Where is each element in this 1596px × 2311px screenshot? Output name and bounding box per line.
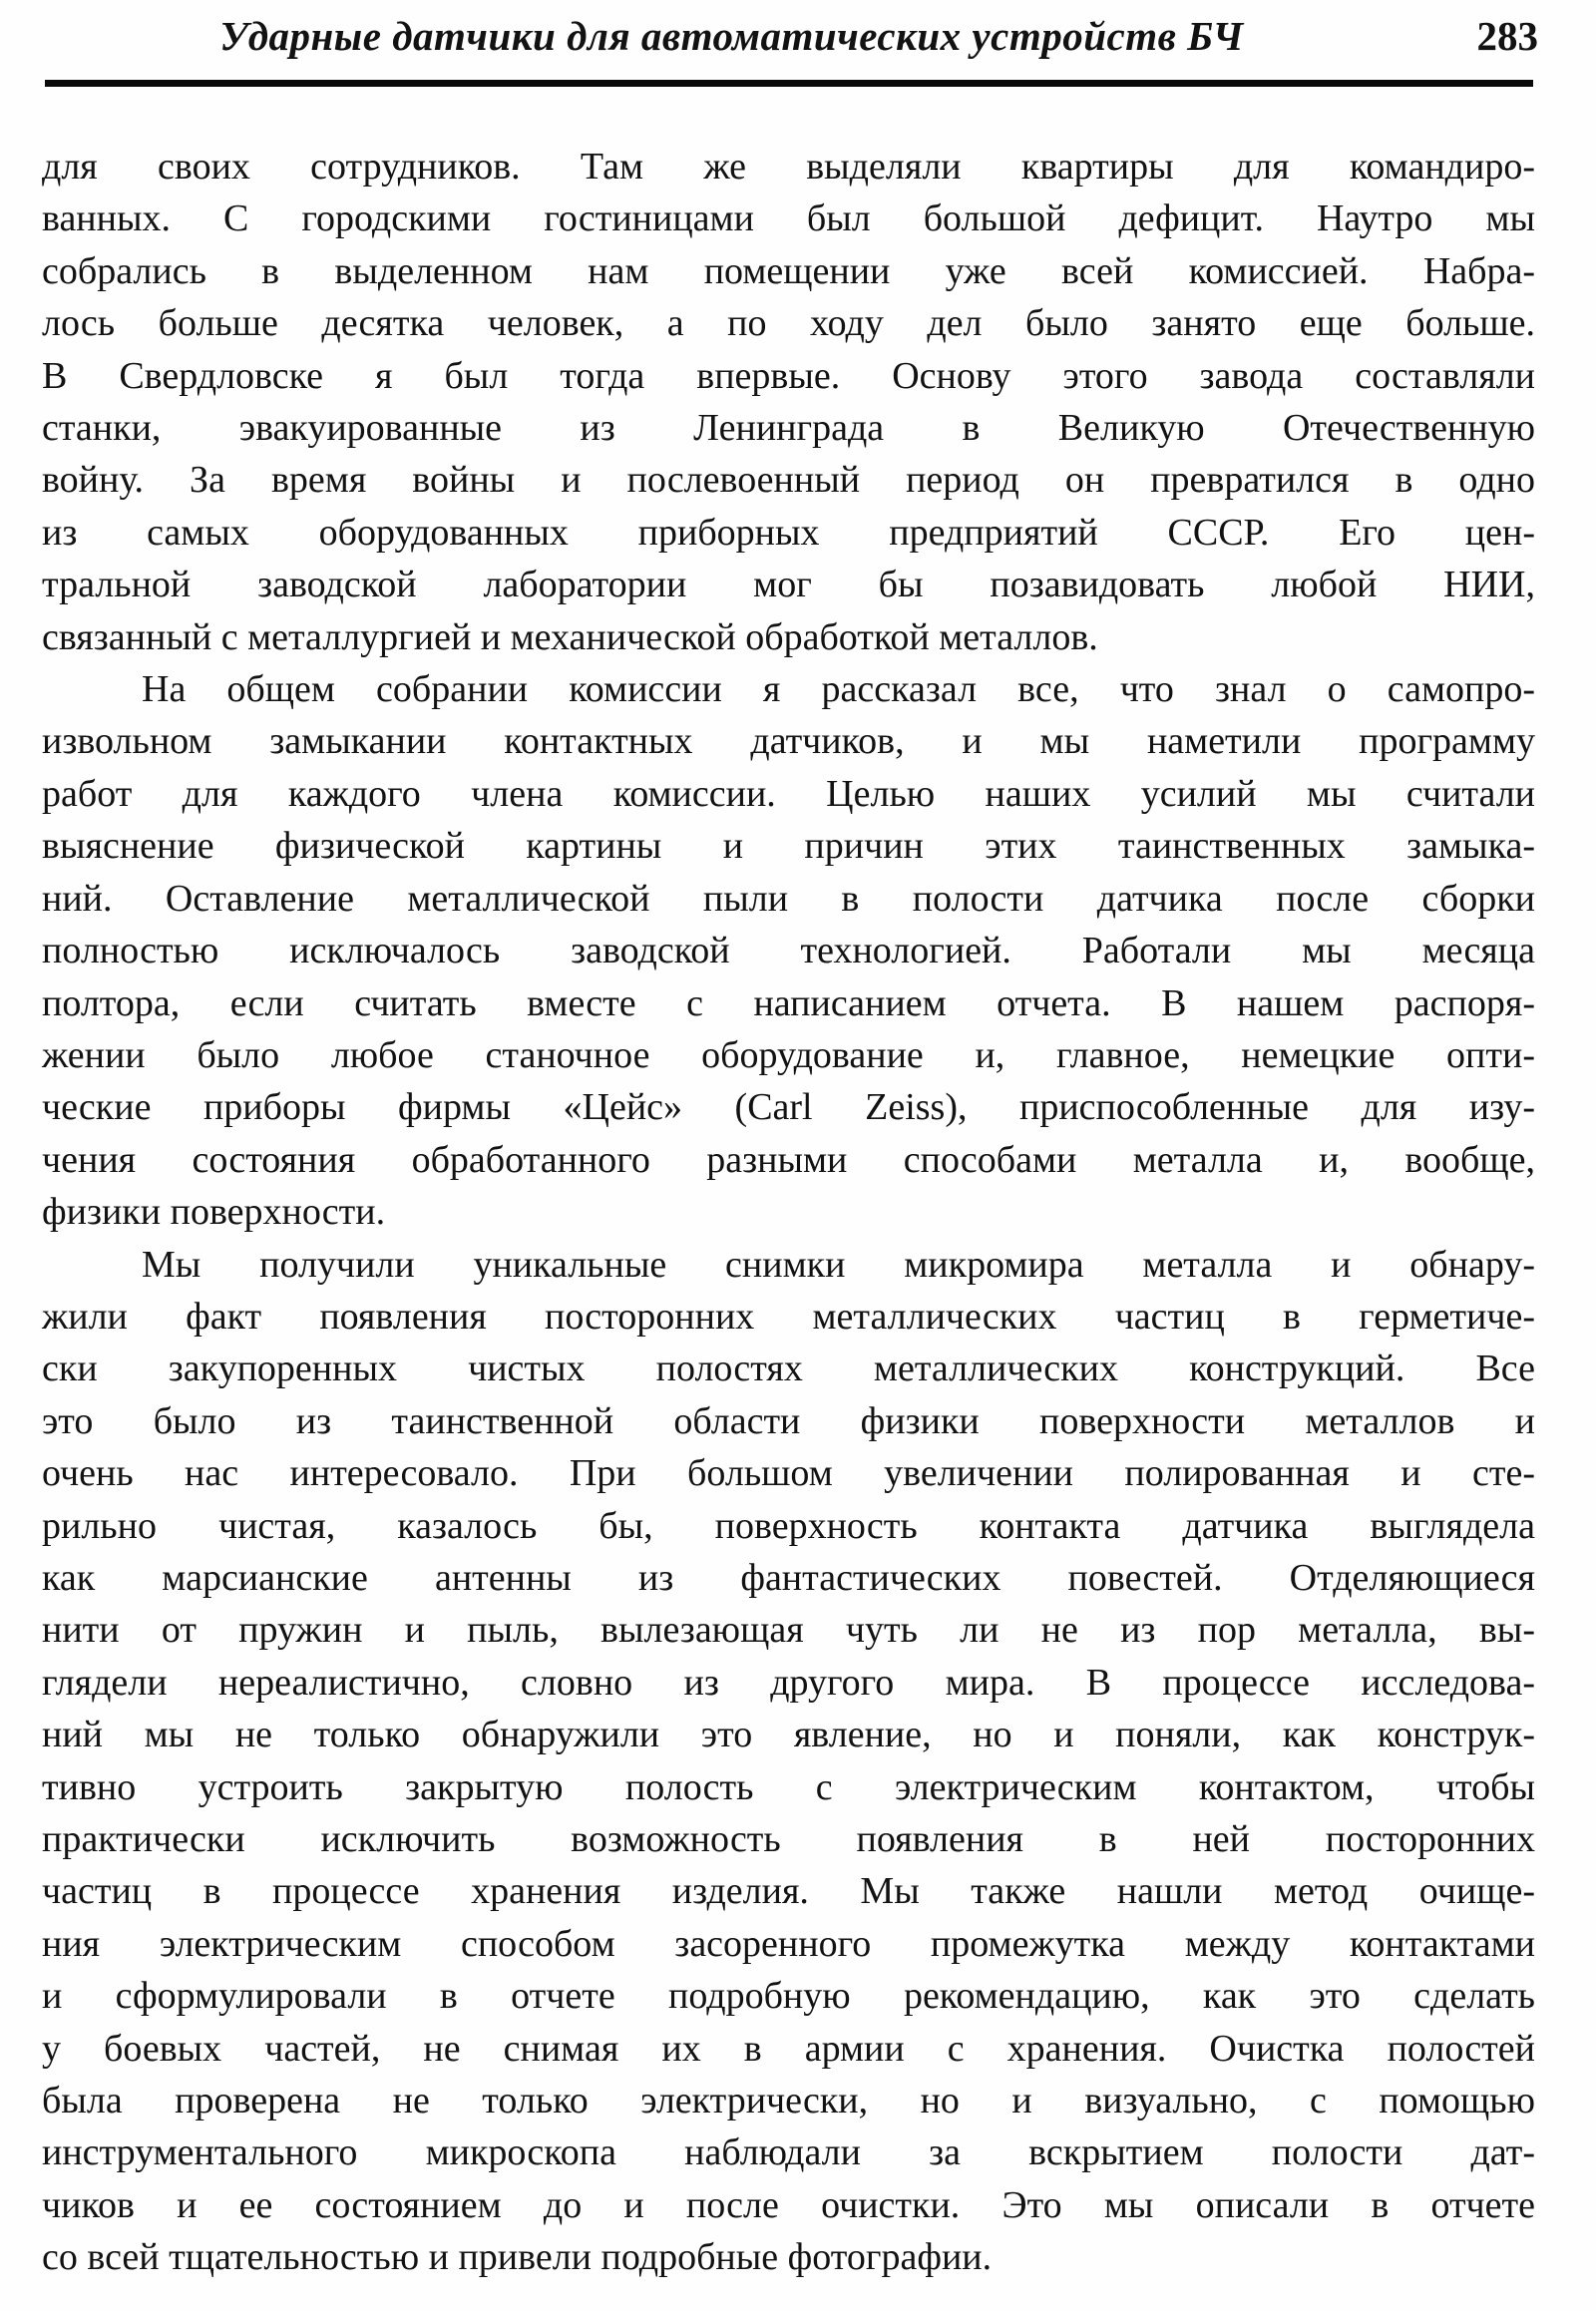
text-line: собрались в выделенном нам помещении уже всей комиссией. Набра- [42, 249, 1535, 292]
text-line: В Свердловске я был тогда впервые. Основу этого завода составляли [42, 354, 1535, 397]
text-line: полностью исключалось заводской технологией. Работали мы месяца [42, 930, 1535, 972]
text-line: связанный с металлургией и механической обработкой металлов. [42, 615, 1098, 658]
text-line: войну. За время войны и послевоенный период он превратился в одно [42, 459, 1535, 502]
text-line: это было из таинственной области физики поверхности металлов и [42, 1399, 1535, 1442]
text-line: из самых оборудованных приборных предприятий СССР. Его цен- [42, 511, 1535, 554]
text-line: На общем собрании комиссии я рассказал все, что знал о самопро- [142, 668, 1535, 711]
paragraph [42, 663, 1535, 1238]
text-line: ний. Оставление металлической пыли в полости датчика после сборки [42, 877, 1535, 920]
text-line: чиков и ее состоянием до и после очистки. Это мы описали в отчете [42, 2183, 1535, 2226]
header-rule-divider [45, 80, 1533, 87]
text-line: была проверена не только электрически, но и визуально, с помощью [42, 2080, 1535, 2122]
text-line: ванных. С городскими гостиницами был большой дефицит. Наутро мы [42, 197, 1535, 240]
text-line: Мы получили уникальные снимки микромира металла и обнару- [142, 1243, 1535, 1286]
running-title: Ударные датчики для автоматических устройств БЧ [219, 13, 1244, 59]
text-line: очень нас интересовало. При большом увеличении полированная и сте- [42, 1452, 1535, 1495]
text-line: как марсианские антенны из фантастических повестей. Отделяющиеся [42, 1556, 1535, 1599]
text-line: глядели нереалистично, словно из другого мира. В процессе исследова- [42, 1661, 1535, 1704]
text-line: у боевых частей, не снимая их в армии с хранения. Очистка полостей [42, 2027, 1535, 2070]
text-line: жении было любое станочное оборудование и, главное, немецкие опти- [42, 1033, 1535, 1076]
text-line: тральной заводской лаборатории мог бы позавидовать любой НИИ, [42, 564, 1535, 606]
text-line: ния электрическим способом засоренного промежутка между контактами [42, 1922, 1535, 1965]
page-number: 283 [1476, 13, 1538, 59]
text-line: физики поверхности. [42, 1191, 386, 1234]
text-line: лось больше десятка человек, а по ходу дел было занято еще больше. [42, 302, 1535, 345]
text-line: чения состояния обработанного разными способами металла и, вообще, [42, 1138, 1535, 1181]
text-line: рильно чистая, казалось бы, поверхность контакта датчика выглядела [42, 1504, 1535, 1547]
text-line: ний мы не только обнаружили это явление, но и поняли, как конструк- [42, 1714, 1535, 1756]
text-line: ски закупоренных чистых полостях металлических конструкций. Все [42, 1348, 1535, 1390]
text-line: со всей тщательностью и привели подробные фотографии. [42, 2236, 993, 2279]
page-body [42, 141, 1535, 2284]
text-line: работ для каждого члена комиссии. Целью наших усилий мы считали [42, 772, 1535, 815]
text-line: полтора, если считать вместе с написанием отчета. В нашем распоря- [42, 981, 1535, 1024]
text-line: инструментального микроскопа наблюдали за вскрытием полости дат- [42, 2131, 1535, 2174]
text-line: для своих сотрудников. Там же выделяли квартиры для командиро- [42, 146, 1535, 188]
text-line: частиц в процессе хранения изделия. Мы также нашли метод очище- [42, 1870, 1535, 1913]
paragraph [42, 1239, 1535, 2284]
paragraph [42, 141, 1535, 663]
text-line: и сформулировали в отчете подробную рекомендацию, как это сделать [42, 1975, 1535, 2018]
text-line: станки, эвакуированные из Ленинграда в Великую Отечественную [42, 407, 1535, 450]
running-header [45, 12, 1538, 70]
text-line: жили факт появления посторонних металлических частиц в герметиче- [42, 1295, 1535, 1338]
text-line: извольном замыкании контактных датчиков, и мы наметили программу [42, 720, 1535, 763]
text-line: нити от пружин и пыль, вылезающая чуть ли не из пор металла, вы- [42, 1609, 1535, 1652]
text-line: ческие приборы фирмы «Цейс» (Carl Zeiss), приспособленные для изу- [42, 1086, 1535, 1129]
text-line: тивно устроить закрытую полость с электрическим контактом, чтобы [42, 1765, 1535, 1808]
text-line: практически исключить возможность появления в ней посторонних [42, 1818, 1535, 1860]
text-line: выяснение физической картины и причин этих таинственных замыка- [42, 825, 1535, 868]
